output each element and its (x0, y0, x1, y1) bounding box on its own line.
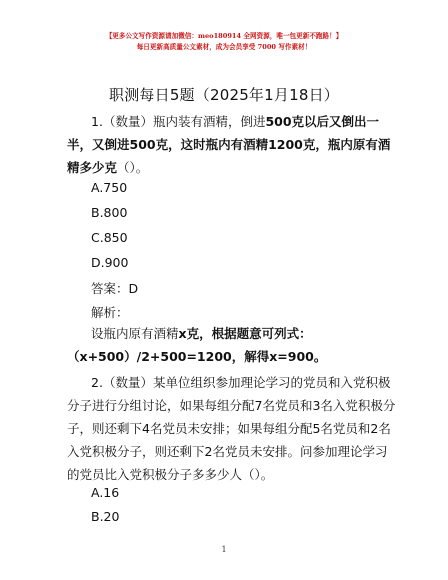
question-1-option-d: D.900 (91, 255, 129, 270)
question-1-analysis-label: 解析： (91, 305, 129, 320)
question-2-option-a: A.16 (91, 485, 120, 500)
question-1-analysis-a: 设瓶内原有酒精 (91, 326, 179, 341)
question-2-option-b: B.20 (91, 509, 120, 524)
promo-header-line-1: 【更多公文写作资源请加微信：meo180914 全网资源，唯一包更新不跑路！】 (105, 32, 343, 40)
question-1-answer: 答案：D (91, 281, 139, 296)
question-1-text-a: 瓶内装有酒精，倒进 (152, 114, 266, 129)
question-1-option-b: B.800 (91, 205, 128, 220)
question-1-text-b: 500克以后又倒出一半，又倒进500克，这时瓶内有酒精1200克，瓶内原有酒精多少克 (67, 114, 391, 175)
promo-header-line-2: 每日更新高质量公文素材，成为会员享受 7000 写作素材！ (136, 43, 312, 51)
question-1-option-c: C.850 (91, 230, 128, 245)
question-2-body: 某单位组织参加理论学习的党员和入党积极分子进行分组讨论，如果每组分配7名党员和3名入党积极分子，则还剩下4名党员未安排；如果每组分配5名党员和2名入党积极分子，则还剩下2名党员未安排。问参加理论学习的党员比入党积极分子多多少人（）。 (67, 375, 396, 482)
question-1-number: 1. (91, 114, 103, 129)
question-2-text (67, 371, 397, 486)
page-title: 职测每日5题（2025年1月18日） (109, 86, 339, 104)
question-1-analysis-b: x克，根据题意可列式：（x+500）/2+500=1200，解得x=900。 (67, 326, 327, 364)
question-1-option-a: A.750 (91, 180, 128, 195)
question-1-text-c: （）。 (117, 160, 149, 175)
page-number: 1 (221, 545, 227, 554)
question-1-text (67, 110, 397, 179)
question-1-category: （数量） (102, 114, 153, 129)
question-2-number: 2. (91, 375, 103, 390)
question-2-category: （数量） (102, 375, 153, 390)
question-1-analysis (67, 322, 397, 368)
